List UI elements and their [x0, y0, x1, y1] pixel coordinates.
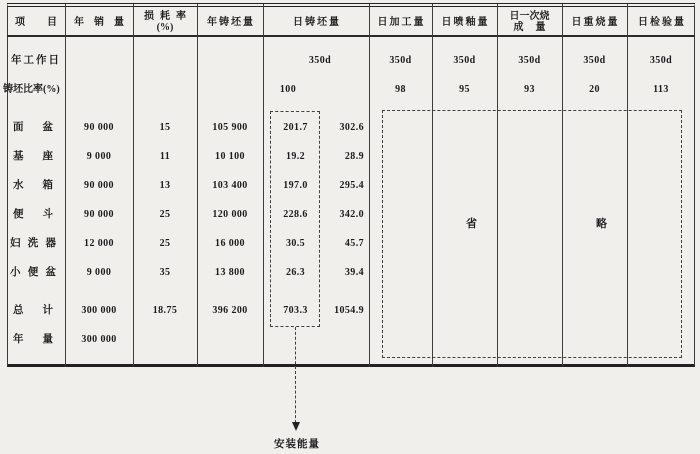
row-label-char: 斗: [42, 209, 53, 220]
header-loss-rate: 损耗率 (%): [144, 11, 192, 33]
cell-daily-casting-total: 295.4: [339, 180, 364, 191]
ratio-value: 95: [459, 84, 470, 95]
ratio-value: 93: [524, 84, 535, 95]
cell-daily-casting-total: 342.0: [339, 209, 364, 220]
header-daily-casting: 日铸坯量: [293, 16, 341, 28]
cell-annual-casting: 396 200: [212, 305, 248, 316]
down-arrow-icon: [292, 422, 300, 431]
row-label-char: 量: [42, 334, 53, 345]
working-days-value: 350d: [389, 55, 412, 66]
working-days-value: 350d: [649, 55, 673, 66]
row-label-char: 基: [13, 151, 24, 162]
row-label-annual-amount: [13, 333, 53, 347]
cell-daily-casting-total: 28.9: [344, 151, 364, 162]
cell-annual-sales: 9 000: [86, 151, 112, 162]
omitted-note: 省: [466, 218, 478, 230]
cell-daily-casting-installed: 26.3: [285, 267, 306, 278]
cell-loss-rate: 35: [159, 267, 171, 278]
cell-annual-sales: 9 000: [86, 267, 112, 278]
cell-loss-rate: 13: [159, 180, 171, 191]
row-label-char: 洗: [27, 238, 39, 249]
installed-capacity-dashed-box: [270, 111, 320, 327]
cell-daily-casting-total: 45.7: [344, 238, 364, 249]
cell-annual-casting: 103 400: [212, 180, 248, 191]
row-label-washbasin: [13, 121, 53, 135]
row-label-char: 水: [13, 180, 24, 191]
cell-daily-casting-installed: 228.6: [283, 209, 308, 220]
row-label-char: 年: [13, 334, 24, 345]
row-label-char: 小: [10, 267, 21, 278]
row-label-bidet: [10, 237, 56, 251]
row-label-working-days: 年工作日: [11, 55, 61, 66]
row-label-pedestal: [13, 150, 53, 164]
installed-capacity-caption: 安装能量: [274, 439, 320, 450]
row-label-char: 计: [42, 305, 53, 316]
cell-daily-casting-installed: 19.2: [285, 151, 306, 162]
row-label-total: [13, 304, 53, 318]
abbreviated-note: 略: [596, 218, 608, 230]
working-days-value: 350d: [583, 55, 606, 66]
row-label-char: 面: [13, 122, 24, 133]
cell-daily-casting-installed: 30.5: [285, 238, 306, 249]
header-daily-first-firing: 日一次烧 成量: [509, 11, 558, 33]
cell-annual-sales: 90 000: [84, 122, 114, 133]
cell-annual-sales: 12 000: [84, 238, 114, 249]
cell-daily-casting-total: 39.4: [344, 267, 364, 278]
omitted-columns-dashed-box: [382, 110, 682, 358]
cell-annual-casting: 16 000: [215, 238, 245, 249]
cell-loss-rate: 18.75: [152, 305, 178, 316]
cell-daily-casting-total: 302.6: [339, 122, 364, 133]
row-label-char: 座: [42, 151, 53, 162]
cell-daily-casting-installed: 703.3: [283, 305, 308, 316]
row-label-char: 便: [13, 209, 24, 220]
cell-daily-casting-total: 1054.9: [334, 305, 364, 316]
ratio-value: 98: [395, 84, 406, 95]
ratio-value: 113: [653, 84, 669, 95]
row-label-char: 箱: [42, 180, 53, 191]
cell-annual-casting: 105 900: [212, 122, 248, 133]
header-annual-casting: 年铸坯量: [207, 16, 255, 28]
cell-annual-casting: 10 100: [215, 151, 245, 162]
cell-loss-rate: 25: [159, 238, 171, 249]
cell-annual-sales: 300 000: [81, 334, 117, 345]
cell-annual-casting: 120 000: [212, 209, 248, 220]
cell-loss-rate: 11: [159, 151, 171, 162]
dashed-arrow-line: [295, 327, 296, 423]
row-label-casting-ratio: 铸坯比率(%): [3, 84, 60, 95]
header-daily-glazing: 日喷釉量: [441, 16, 490, 28]
row-label-urinal: [13, 208, 53, 222]
row-label-char: 便: [27, 267, 39, 278]
cell-loss-rate: 15: [159, 122, 171, 133]
row-label-water-tank: [13, 179, 53, 193]
cell-annual-casting: 13 800: [215, 267, 245, 278]
cell-annual-sales: 300 000: [81, 305, 117, 316]
cell-annual-sales: 90 000: [84, 209, 114, 220]
header-annual-sales: 年销量: [74, 16, 134, 28]
column-separator: [263, 4, 264, 367]
row-label-char: 总: [13, 305, 24, 316]
working-days-value: 350d: [308, 55, 332, 66]
cell-loss-rate: 25: [159, 209, 171, 220]
ratio-value: 20: [589, 84, 600, 95]
row-label-char: 妇: [10, 238, 21, 249]
cell-daily-casting-installed: 201.7: [283, 122, 308, 133]
header-item: 项目: [15, 16, 79, 28]
cell-daily-casting-installed: 197.0: [283, 180, 308, 191]
working-days-value: 350d: [453, 55, 476, 66]
cell-annual-sales: 90 000: [84, 180, 114, 191]
row-label-small-urinal: [10, 266, 56, 280]
working-days-value: 350d: [518, 55, 541, 66]
ratio-value: 100: [279, 84, 297, 95]
header-daily-inspection: 日检验量: [638, 16, 686, 28]
row-label-char: 盆: [42, 122, 53, 133]
row-label-char: 盆: [45, 267, 56, 278]
row-label-char: 器: [45, 238, 56, 249]
header-daily-refiring: 日重烧量: [571, 16, 620, 28]
header-daily-processing: 日加工量: [377, 16, 426, 28]
